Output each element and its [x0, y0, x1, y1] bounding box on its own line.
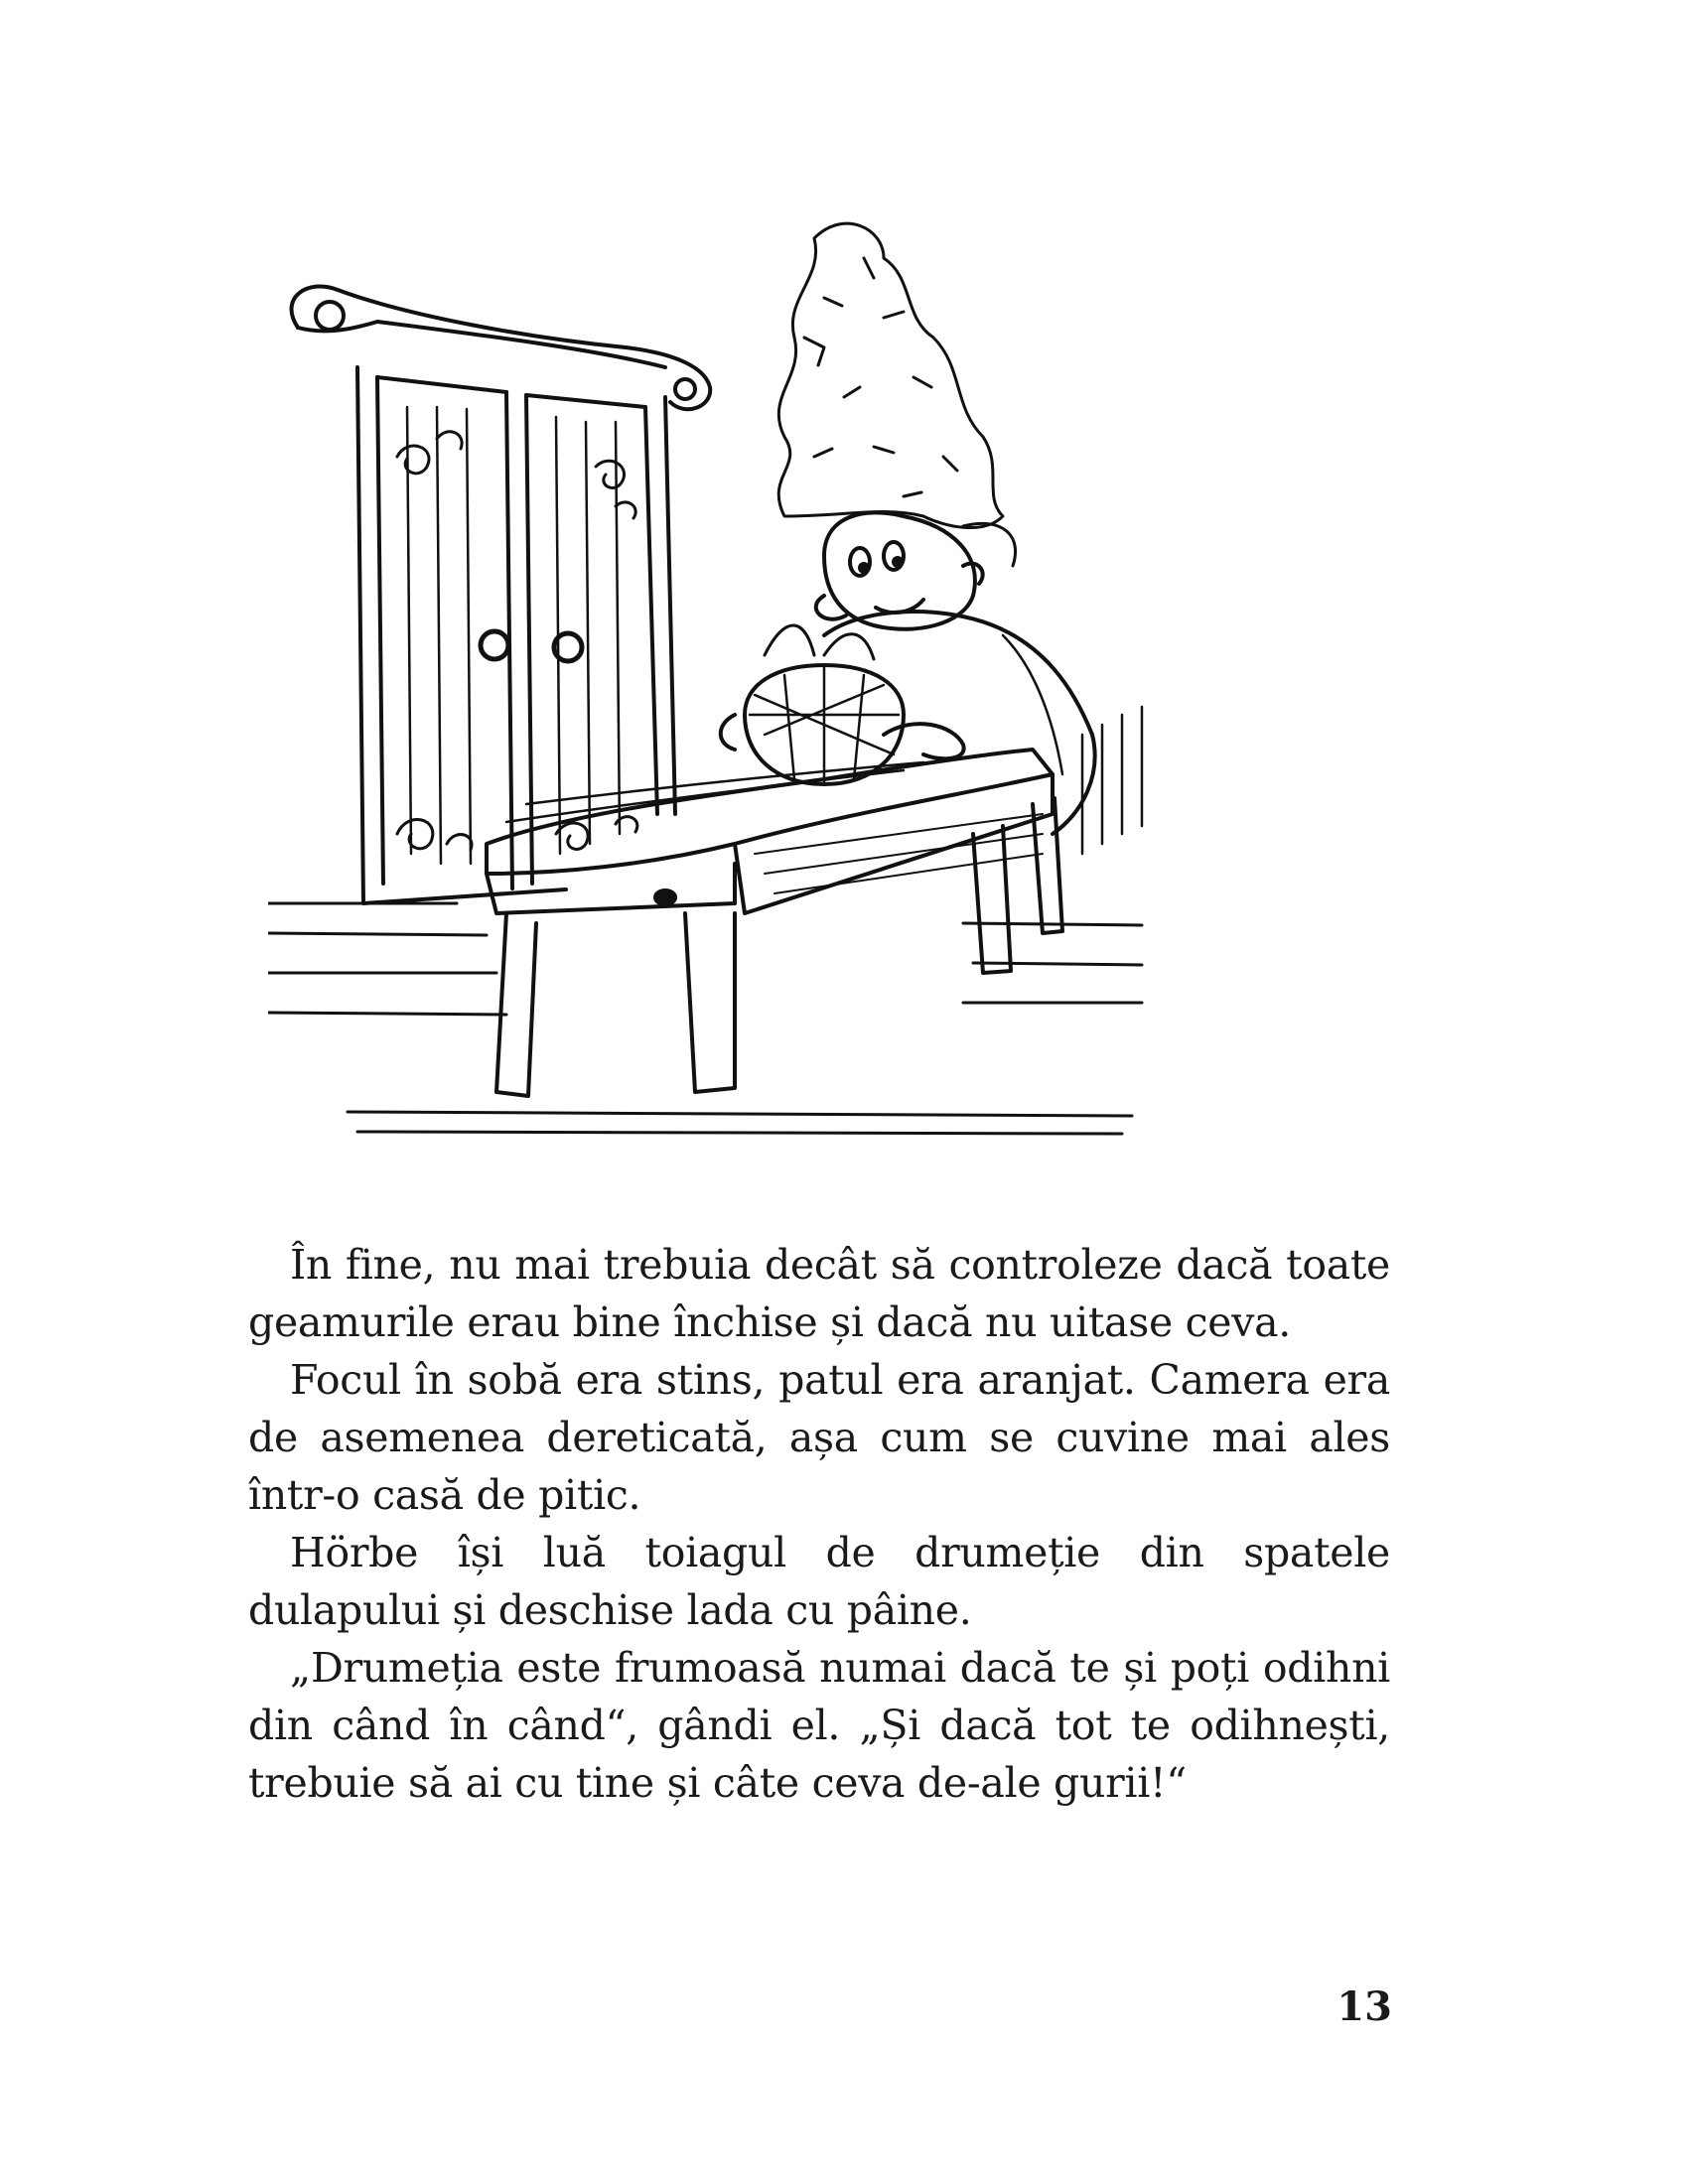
drawer-knob: [655, 890, 675, 904]
paragraph: Focul în sobă era stins, patul era aranjat. Camera era de asemenea dereticată, așa cum se cuvine mai ales într-o casă de pitic.: [248, 1356, 1390, 1519]
paragraph: Hörbe își luă toiagul de drumeție din spatele dulapului și deschise lada cu pâine.: [248, 1529, 1390, 1634]
table-leg: [973, 826, 1011, 973]
paragraph: „Drumeția este frumoasă numai dacă te și poți odihni din când în când“, gândi el. „Și dacă tot te odihnești, trebuie să ai cu tine și câte ceva de-ale gurii!“: [248, 1644, 1390, 1807]
table-leg: [496, 913, 536, 1096]
paragraph: În fine, nu mai trebuia decât să controleze dacă toate geamurile erau bine închise și dacă nu uitase ceva.: [248, 1241, 1390, 1346]
ink-drawing: [268, 218, 1221, 1171]
page-number: 13: [1336, 1983, 1392, 2030]
table-leg: [685, 913, 735, 1092]
wardrobe-right-edge: [665, 397, 675, 814]
gnome-at-table-illustration: [268, 218, 1221, 1171]
gnome-hair: [778, 223, 1003, 527]
door-knob-left: [481, 631, 508, 659]
story-text: [248, 1236, 1390, 1812]
